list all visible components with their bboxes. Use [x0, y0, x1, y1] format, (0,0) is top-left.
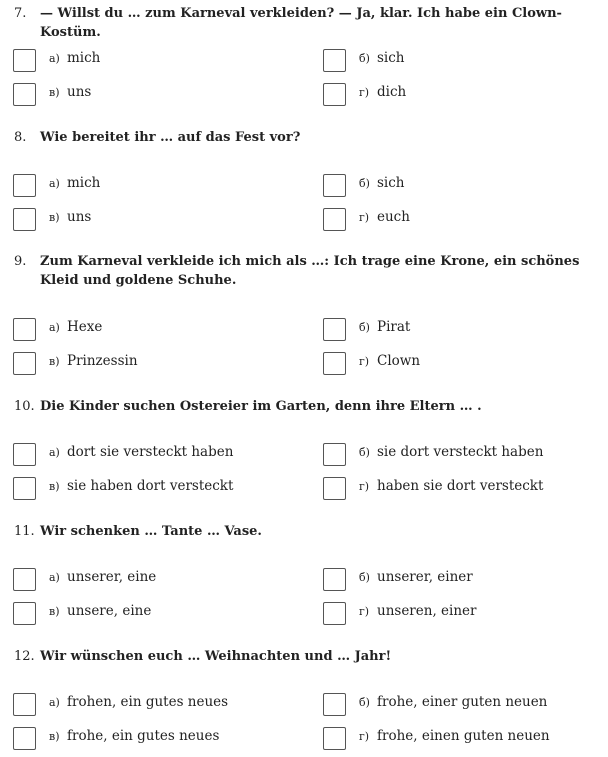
checkbox[interactable]: [13, 568, 36, 591]
option-text: unsere, eine: [67, 603, 152, 619]
option-letter: a): [49, 321, 60, 334]
option-letter: a): [49, 446, 60, 459]
option-letter: г): [359, 605, 370, 618]
option-letter: б): [359, 177, 370, 190]
option-text: sie haben dort versteckt: [67, 478, 234, 494]
option-letter: г): [359, 355, 370, 368]
option-letter: б): [359, 321, 370, 334]
checkbox[interactable]: [323, 49, 346, 72]
option-text: Clown: [377, 353, 421, 369]
checkbox[interactable]: [323, 318, 346, 341]
option-letter: б): [359, 696, 370, 709]
question-text: Wie bereitet ihr … auf das Fest vor?: [40, 130, 301, 145]
question-text: Zum Karneval verkleide ich mich als …: Ich trage eine Krone, ein schönes Kleid und goldene Schuhe.: [40, 254, 580, 288]
question-text: Die Kinder suchen Ostereier im Garten, denn ihre Eltern … .: [40, 399, 482, 414]
checkbox[interactable]: [13, 174, 36, 197]
option-letter: г): [359, 86, 370, 99]
checkbox[interactable]: [323, 602, 346, 625]
option-text: unserer, einer: [377, 569, 473, 585]
checkbox[interactable]: [13, 693, 36, 716]
checkbox[interactable]: [323, 443, 346, 466]
option-text: Pirat: [377, 319, 411, 335]
option-text: unserer, eine: [67, 569, 157, 585]
question-number: 9.: [14, 254, 27, 269]
checkbox[interactable]: [13, 83, 36, 106]
option-letter: г): [359, 480, 370, 493]
option-text: unseren, einer: [377, 603, 477, 619]
option-letter: б): [359, 52, 370, 65]
option-letter: б): [359, 571, 370, 584]
option-letter: в): [49, 355, 60, 368]
option-letter: в): [49, 86, 60, 99]
question-number: 12.: [14, 649, 35, 664]
option-text: frohe, einen guten neuen: [377, 728, 550, 744]
option-letter: в): [49, 480, 60, 493]
option-letter: a): [49, 571, 60, 584]
option-text: frohe, einer guten neuen: [377, 694, 548, 710]
option-letter: в): [49, 605, 60, 618]
option-text: sich: [377, 50, 405, 66]
option-text: Prinzessin: [67, 353, 138, 369]
option-text: dort sie versteckt haben: [67, 444, 234, 460]
checkbox[interactable]: [323, 693, 346, 716]
option-letter: a): [49, 52, 60, 65]
option-letter: г): [359, 211, 370, 224]
question-text: Wir schenken … Tante … Vase.: [40, 524, 262, 539]
option-letter: б): [359, 446, 370, 459]
checkbox[interactable]: [13, 208, 36, 231]
checkbox[interactable]: [13, 49, 36, 72]
question-text: — Willst du … zum Karneval verkleiden? — Ja, klar. Ich habe ein Clown-Kostüm.: [40, 6, 562, 40]
option-text: mich: [67, 50, 101, 66]
option-letter: a): [49, 696, 60, 709]
question-text: Wir wünschen euch … Weihnachten und … Jahr!: [40, 649, 392, 664]
option-text: sie dort versteckt haben: [377, 444, 544, 460]
option-letter: в): [49, 730, 60, 743]
option-text: frohen, ein gutes neues: [67, 694, 229, 710]
checkbox[interactable]: [13, 443, 36, 466]
option-letter: в): [49, 211, 60, 224]
checkbox[interactable]: [323, 208, 346, 231]
option-text: uns: [67, 84, 92, 100]
option-text: sich: [377, 175, 405, 191]
option-text: euch: [377, 209, 410, 225]
checkbox[interactable]: [323, 174, 346, 197]
option-text: haben sie dort versteckt: [377, 478, 544, 494]
option-text: frohe, ein gutes neues: [67, 728, 220, 744]
question-number: 7.: [14, 6, 27, 21]
question-number: 8.: [14, 130, 27, 145]
checkbox[interactable]: [323, 83, 346, 106]
option-text: mich: [67, 175, 101, 191]
question-number: 11.: [14, 524, 35, 539]
option-letter: a): [49, 177, 60, 190]
checkbox[interactable]: [323, 477, 346, 500]
checkbox[interactable]: [13, 352, 36, 375]
checkbox[interactable]: [13, 477, 36, 500]
option-text: dich: [377, 84, 407, 100]
question-number: 10.: [14, 399, 35, 414]
checkbox[interactable]: [323, 727, 346, 750]
option-letter: г): [359, 730, 370, 743]
checkbox[interactable]: [323, 352, 346, 375]
checkbox[interactable]: [13, 602, 36, 625]
checkbox[interactable]: [13, 318, 36, 341]
option-text: uns: [67, 209, 92, 225]
checkbox[interactable]: [13, 727, 36, 750]
checkbox[interactable]: [323, 568, 346, 591]
option-text: Hexe: [67, 319, 103, 335]
